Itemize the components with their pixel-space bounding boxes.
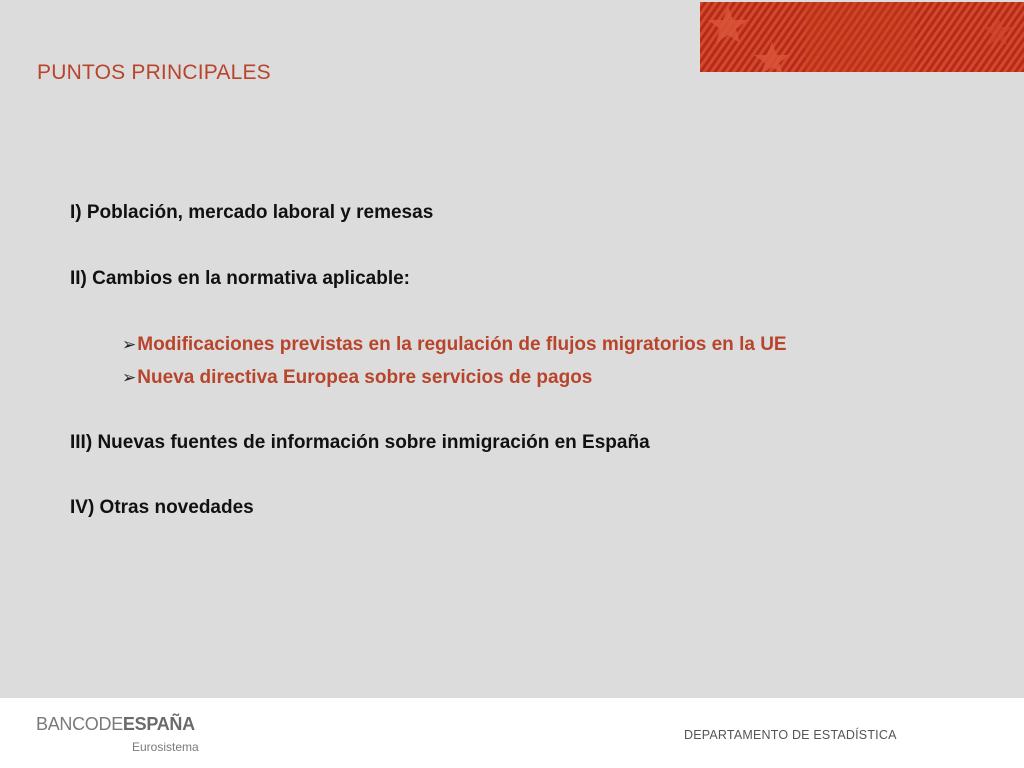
outline-item-1: I) Población, mercado laboral y remesas	[70, 202, 434, 223]
footer	[0, 698, 1024, 768]
arrow-bullet-icon: ➢	[122, 368, 137, 387]
logo-text-espana: ESPAÑA	[122, 714, 195, 734]
outline-item-4: IV) Otras novedades	[70, 497, 254, 518]
outline-subitem-1	[122, 334, 787, 356]
department-label: DEPARTAMENTO DE ESTADÍSTICA	[684, 728, 897, 742]
logo-text-banco: BANCO	[36, 714, 99, 734]
outline-subitem-2	[122, 367, 592, 389]
logo-wordmark	[36, 714, 195, 735]
logo-text-de: DE	[98, 714, 123, 734]
outline-item-3: III) Nuevas fuentes de información sobre inmigración en España	[70, 432, 650, 453]
banco-de-espana-logo	[36, 714, 199, 754]
subitem-text: Modificaciones previstas en la regulación de flujos migratorios en la UE	[137, 334, 787, 355]
slide-title: PUNTOS PRINCIPALES	[37, 61, 271, 84]
eu-flag-banner-image	[700, 2, 1024, 72]
arrow-bullet-icon: ➢	[122, 335, 137, 354]
subitem-text: Nueva directiva Europea sobre servicios de pagos	[137, 367, 593, 388]
outline-item-2: II) Cambios en la normativa aplicable:	[70, 268, 410, 289]
logo-subtitle: Eurosistema	[132, 740, 199, 754]
